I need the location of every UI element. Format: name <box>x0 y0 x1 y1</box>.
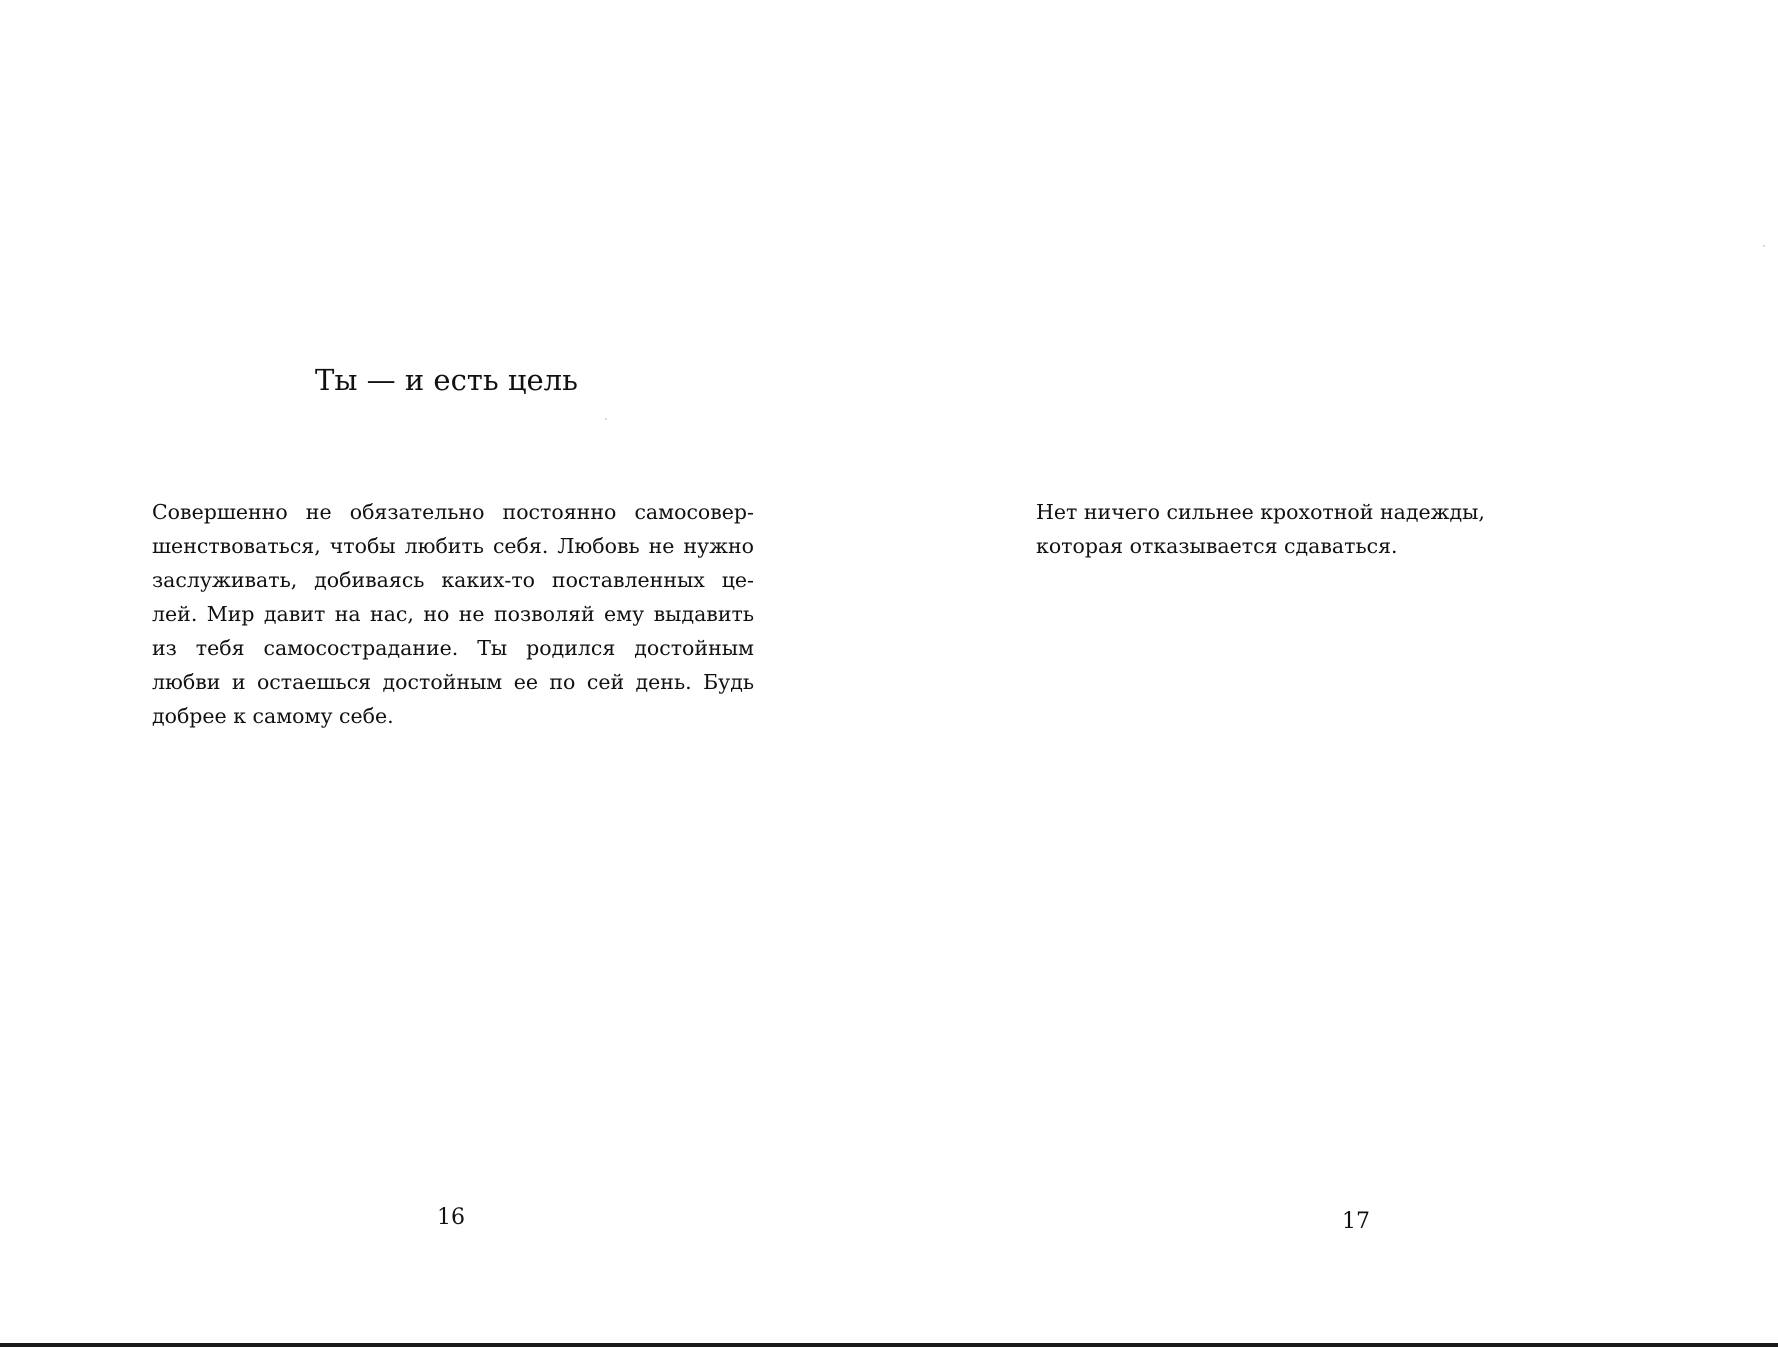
scan-speck <box>605 418 607 420</box>
chapter-title: Ты — и есть цель <box>315 363 578 397</box>
page-number-left: 16 <box>437 1205 465 1230</box>
paragraph-line: любви и остаешься достойным ее по сей день. Будь <box>152 670 754 694</box>
scan-bottom-edge <box>0 1343 1778 1347</box>
scan-speck <box>1763 245 1765 247</box>
paragraph-line: лей. Мир давит на нас, но не позволяй ему выдавить <box>152 602 754 626</box>
paragraph-line: из тебя самосострадание. Ты родился достойным <box>152 636 754 660</box>
page-number-right: 17 <box>1342 1209 1370 1234</box>
paragraph-line: Нет ничего сильнее крохотной надежды, <box>1036 500 1485 524</box>
paragraph-line: заслуживать, добиваясь каких-то поставленных це- <box>152 568 754 592</box>
left-page <box>0 0 889 1340</box>
paragraph-line: Совершенно не обязательно постоянно самосовер- <box>152 500 754 524</box>
paragraph-line: которая отказывается сдаваться. <box>1036 534 1398 558</box>
right-page <box>889 0 1778 1340</box>
paragraph-line: шенствоваться, чтобы любить себя. Любовь не нужно <box>152 534 754 558</box>
left-body-paragraph <box>152 495 754 733</box>
paragraph-line: добрее к самому себе. <box>152 704 394 728</box>
right-body-paragraph <box>1036 495 1556 563</box>
